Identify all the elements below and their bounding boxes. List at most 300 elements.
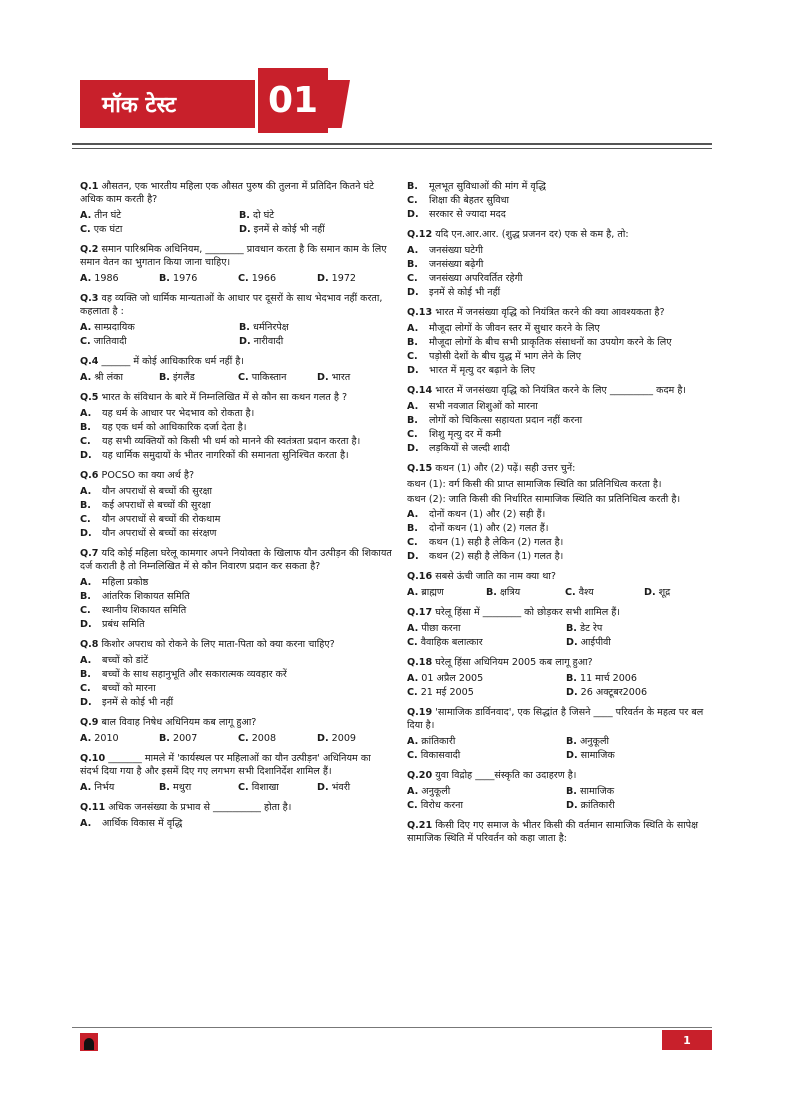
option — [80, 668, 392, 681]
option-text: अनुकूली — [421, 786, 451, 797]
option-letter: C. — [80, 514, 91, 525]
options-row — [80, 732, 392, 745]
statement-text: कथन (2): जाति किसी की निर्धारित सामाजिक स्थिति का प्रतिनिधित्व करती है। — [407, 494, 681, 505]
question-number: Q.15 — [407, 463, 433, 474]
option-text: एक घंटा — [93, 224, 123, 235]
option-text: कथन (2) सही है लेकिन (1) गलत है। — [429, 551, 564, 562]
option — [407, 350, 719, 363]
option-text: सामाजिक — [580, 750, 615, 761]
question-body: वह व्यक्ति जो धार्मिक मान्यताओं के आधार पर दूसरों के साथ भेदभाव नहीं करता, कहलाता है : — [80, 293, 383, 317]
option-letter: A. — [80, 372, 92, 383]
option-text: ब्राह्मण — [421, 587, 444, 598]
option-letter: B. — [407, 181, 418, 192]
option-text: इनमें से कोई भी नहीं — [253, 224, 325, 235]
question-body: 'सामाजिक डार्विनवाद', एक सिद्धांत है जिसने ____ परिवर्तन के महत्व पर बल दिया है। — [407, 707, 704, 731]
option — [565, 586, 640, 599]
option-text: शिक्षा की बेहतर सुविधा — [429, 195, 510, 206]
question-body: अधिक जनसंख्या के प्रभाव से __________ होता है। — [108, 802, 292, 813]
option-text: इंगलैंड — [172, 372, 195, 383]
question-number: Q.11 — [80, 802, 106, 813]
option — [80, 618, 392, 631]
question-item — [407, 306, 719, 377]
option-letter: B. — [80, 669, 91, 680]
question-number: Q.14 — [407, 385, 433, 396]
option-letter: A. — [80, 733, 92, 744]
question-item — [407, 228, 719, 299]
option — [238, 732, 313, 745]
option-text: नारीवादी — [253, 336, 284, 347]
option — [407, 586, 482, 599]
option-text: 21 मई 2005 — [420, 687, 474, 698]
question-item — [407, 384, 719, 455]
option-text: पड़ोसी देशों के बीच युद्ध में भाग लेने के लिए — [429, 351, 582, 362]
option-letter: B. — [159, 372, 170, 383]
option-text: धर्मनिरपेक्ष — [252, 322, 289, 333]
option — [407, 364, 719, 377]
question-body: युवा विद्रोह ____संस्कृति का उदाहरण है। — [435, 770, 577, 781]
option-letter: B. — [407, 337, 418, 348]
option-text: 1972 — [331, 273, 357, 284]
option-text: महिला प्रकोष्ठ — [102, 577, 149, 588]
option — [407, 799, 560, 812]
question-text — [80, 180, 392, 206]
option — [80, 335, 233, 348]
option-letter: D. — [566, 800, 578, 811]
question-number: Q.9 — [80, 717, 99, 728]
question-body: _______ मामले में 'कार्यस्थल पर महिलाओं का यौन उत्पीड़न' अधिनियम का संदर्भ दिया गया है और इसमें दिए गए लगभग सभी दिशानिर्देश शामिल हैं। — [80, 753, 371, 777]
option-text: भारत में मृत्यु दर बढ़ाने के लिए — [429, 365, 536, 376]
option-text: आईपीवी — [580, 637, 611, 648]
option-text: 2007 — [172, 733, 198, 744]
option-text: भारत — [331, 372, 351, 383]
option-text: दोनों कथन (1) और (2) गलत हैं। — [429, 523, 549, 534]
question-number: Q.4 — [80, 356, 99, 367]
option — [80, 696, 392, 709]
option-letter: C. — [407, 273, 418, 284]
option-text: लड़कियों से जल्दी शादी — [429, 443, 510, 454]
question-body: घरेलू हिंसा में ________ को छोड़कर सभी शामिल हैं। — [435, 607, 621, 618]
test-title: मॉक टेस्ट — [102, 93, 177, 118]
option-text: 26 अक्टूबर2006 — [580, 687, 648, 698]
option-text: 2009 — [331, 733, 357, 744]
option-letter: D. — [80, 619, 92, 630]
option-text: भंवरी — [331, 782, 351, 793]
question-text — [407, 769, 719, 782]
option — [407, 735, 560, 748]
question-item — [407, 606, 719, 649]
question-text — [407, 706, 719, 732]
option — [238, 272, 313, 285]
question-body: बाल विवाह निषेध अधिनियम कब लागू हुआ? — [101, 717, 257, 728]
option — [407, 536, 719, 549]
option-letter: A. — [407, 509, 419, 520]
option-letter: C. — [238, 273, 249, 284]
options-grid — [407, 735, 719, 762]
option-letter: C. — [80, 683, 91, 694]
option-letter: D. — [317, 273, 329, 284]
option — [407, 258, 719, 271]
option-letter: C. — [80, 605, 91, 616]
option — [317, 371, 392, 384]
option-text: आंतरिक शिकायत समिति — [102, 591, 190, 602]
option — [407, 622, 560, 635]
question-number: Q.18 — [407, 657, 433, 668]
option-text: 1986 — [94, 273, 119, 284]
options-list — [407, 244, 719, 299]
options-list — [80, 576, 392, 631]
option-text: 1966 — [251, 273, 277, 284]
option — [407, 785, 560, 798]
option-text: बच्चों को मारना — [102, 683, 156, 694]
question-text — [80, 801, 392, 814]
option-text: सभी नवजात शिशुओं को मारना — [429, 401, 538, 412]
options-row — [407, 586, 719, 599]
option-text: लोगों को चिकित्सा सहायता प्रदान नहीं करना — [429, 415, 583, 426]
question-text — [80, 391, 392, 404]
options-list — [80, 485, 392, 540]
question-number: Q.19 — [407, 707, 433, 718]
question-body: भारत में जनसंख्या वृद्धि को नियंत्रित करने के लिए _________ कदम है। — [435, 385, 687, 396]
question-body: सबसे ऊंची जाति का नाम क्या था? — [435, 571, 556, 582]
option — [239, 223, 392, 236]
option — [159, 371, 234, 384]
option-text: यह धर्म के आधार पर भेदभाव को रोकता है। — [102, 408, 255, 419]
option-text: मौजूदा लोगों के जीवन स्तर में सुधार करने के लिए — [429, 323, 600, 334]
option-letter: B. — [407, 523, 418, 534]
options-grid — [407, 785, 719, 812]
option-letter: D. — [80, 697, 92, 708]
option — [317, 781, 392, 794]
option-letter: D. — [239, 224, 251, 235]
option-text: पीछा करना — [421, 623, 461, 634]
option-letter: A. — [80, 273, 92, 284]
option-letter: D. — [317, 782, 329, 793]
question-number: Q.21 — [407, 820, 433, 831]
option — [80, 371, 155, 384]
option — [159, 781, 234, 794]
question-item — [407, 180, 719, 221]
option — [80, 321, 233, 334]
option-letter: B. — [239, 210, 250, 221]
question-body: कथन (1) और (2) पढ़ें। सही उत्तर चुनें: — [435, 463, 576, 474]
option — [80, 817, 392, 830]
option — [317, 272, 392, 285]
left-column — [80, 180, 392, 837]
question-text — [407, 570, 719, 583]
options-list — [407, 400, 719, 455]
option-letter: D. — [566, 687, 578, 698]
option-text: विरोध करना — [420, 800, 463, 811]
option-letter: C. — [407, 687, 418, 698]
test-number-badge — [255, 68, 328, 133]
question-body: भारत में जनसंख्या वृद्धि को नियंत्रित करने की क्या आवश्यकता है? — [435, 307, 665, 318]
option-letter: B. — [159, 273, 170, 284]
question-number: Q.2 — [80, 244, 99, 255]
option — [80, 485, 392, 498]
question-body: किशोर अपराध को रोकने के लिए माता-पिता को क्या करना चाहिए? — [101, 639, 335, 650]
options-list — [407, 508, 719, 563]
question-item — [407, 706, 719, 762]
option-letter: C. — [565, 587, 576, 598]
question-number: Q.13 — [407, 307, 433, 318]
option — [644, 586, 719, 599]
option — [80, 209, 233, 222]
option-letter: D. — [407, 551, 419, 562]
option — [80, 421, 392, 434]
page-number: 1 — [662, 1030, 712, 1050]
option-text: विशाखा — [251, 782, 279, 793]
question-number: Q.12 — [407, 229, 433, 240]
option-letter: A. — [80, 408, 92, 419]
option-text: यौन अपराधों से बच्चों की सुरक्षा — [102, 486, 212, 497]
option-text: शूद्र — [658, 587, 671, 598]
option-letter: D. — [407, 443, 419, 454]
option-letter: C. — [407, 195, 418, 206]
question-number: Q.17 — [407, 607, 433, 618]
option-text: वैवाहिक बलात्कार — [420, 637, 483, 648]
option-letter: C. — [407, 351, 418, 362]
option-letter: B. — [80, 500, 91, 511]
question-text — [80, 355, 392, 368]
option — [566, 799, 719, 812]
option-letter: A. — [407, 401, 419, 412]
option-letter: B. — [159, 782, 170, 793]
option-text: जातिवादी — [93, 336, 127, 347]
option-text: वैश्य — [578, 587, 594, 598]
statement-text: कथन (1): वर्ग किसी की प्राप्त सामाजिक स्थिति का प्रतिनिधित्व करता है। — [407, 479, 662, 490]
option — [80, 513, 392, 526]
option-letter: B. — [486, 587, 497, 598]
option-letter: A. — [407, 623, 419, 634]
header-divider — [72, 143, 712, 145]
option-text: इनमें से कोई भी नहीं — [102, 697, 174, 708]
question-text — [80, 469, 392, 482]
option — [566, 735, 719, 748]
options-list — [80, 407, 392, 462]
question-body: घरेलू हिंसा अधिनियम 2005 कब लागू हुआ? — [435, 657, 593, 668]
question-item — [80, 292, 392, 348]
options-list — [80, 654, 392, 709]
option-text: 11 मार्च 2006 — [579, 673, 638, 684]
option-letter: A. — [407, 736, 419, 747]
option-text: जनसंख्या अपरिवर्तित रहेगी — [429, 273, 523, 284]
option — [239, 335, 392, 348]
options-list — [80, 817, 392, 830]
option — [407, 428, 719, 441]
option-text: डेट रेप — [579, 623, 603, 634]
option — [566, 672, 719, 685]
option-text: स्थानीय शिकायत समिति — [102, 605, 187, 616]
option-text: यौन अपराधों से बच्चों की रोकथाम — [102, 514, 221, 525]
question-text — [407, 606, 719, 619]
option-letter: A. — [407, 587, 419, 598]
option — [317, 732, 392, 745]
option-text: 1976 — [172, 273, 198, 284]
question-body: यदि कोई महिला घरेलू कामगार अपने नियोक्ता के खिलाफ यौन उत्पीड़न की शिकायत दर्ज कराती है तो निम्नलिखित में से कौन निवारण प्रदान कर सकता है? — [80, 548, 392, 572]
question-item — [407, 462, 719, 563]
option-letter: B. — [566, 736, 577, 747]
header-divider-thin — [72, 148, 712, 149]
option — [407, 636, 560, 649]
option-letter: A. — [80, 782, 92, 793]
option-text: इनमें से कोई भी नहीं — [429, 287, 501, 298]
option — [566, 636, 719, 649]
option — [407, 550, 719, 563]
option-text: बच्चों के साथ सहानुभूति और सकारात्मक व्यवहार करें — [102, 669, 287, 680]
question-item — [407, 819, 719, 845]
question-body: समान पारिश्रमिक अधिनियम, ________ प्रावधान करता है कि समान काम के लिए समान वेतन का भुगतान किया जाना चाहिए। — [80, 244, 387, 268]
question-number: Q.8 — [80, 639, 99, 650]
question-text — [407, 656, 719, 669]
option — [238, 781, 313, 794]
option-letter: A. — [407, 673, 419, 684]
option-letter: A. — [80, 486, 92, 497]
option-text: दोनों कथन (1) और (2) सही हैं। — [429, 509, 546, 520]
question-body: औसतन, एक भारतीय महिला एक औसत पुरुष की तुलना में प्रतिदिन कितने घंटे अधिक काम करती है? — [80, 181, 374, 205]
question-text — [407, 384, 719, 397]
option — [80, 590, 392, 603]
question-item — [80, 469, 392, 540]
question-item — [407, 570, 719, 599]
question-text — [407, 819, 719, 845]
option-letter: C. — [80, 336, 91, 347]
option — [407, 400, 719, 413]
option — [407, 336, 719, 349]
options-list — [407, 180, 719, 221]
option-text: यह एक धर्म को आधिकारिक दर्जा देता है। — [102, 422, 247, 433]
options-list — [407, 322, 719, 377]
option-letter: D. — [80, 450, 92, 461]
option — [407, 286, 719, 299]
option-text: बच्चों को डांटें — [102, 655, 149, 666]
option-letter: A. — [80, 655, 92, 666]
option-letter: A. — [80, 577, 92, 588]
option — [407, 442, 719, 455]
option — [407, 244, 719, 257]
question-number: Q.7 — [80, 548, 99, 559]
option-text: सामाजिक — [579, 786, 615, 797]
option-text: 2010 — [94, 733, 119, 744]
option-letter: D. — [566, 637, 578, 648]
option — [80, 499, 392, 512]
question-body: भारत के संविधान के बारे में निम्नलिखित में से कौन सा कथन गलत है ? — [101, 392, 348, 403]
option-letter: B. — [407, 415, 418, 426]
question-text — [80, 716, 392, 729]
option — [566, 785, 719, 798]
option-letter: A. — [80, 210, 92, 221]
option-text: कई अपराधों से बच्चों की सुरक्षा — [102, 500, 211, 511]
option — [407, 414, 719, 427]
option-text: निर्भय — [94, 782, 115, 793]
option-letter: B. — [159, 733, 170, 744]
option — [566, 749, 719, 762]
option — [80, 604, 392, 617]
option — [407, 522, 719, 535]
option — [239, 321, 392, 334]
option-letter: C. — [407, 637, 418, 648]
option-letter: C. — [407, 800, 418, 811]
option-text: दो घंटे — [252, 210, 275, 221]
option-letter: C. — [407, 537, 418, 548]
question-text — [80, 292, 392, 318]
question-text — [80, 243, 392, 269]
option-letter: B. — [80, 591, 91, 602]
options-grid — [407, 622, 719, 649]
options-row — [80, 371, 392, 384]
option-text: यह सभी व्यक्तियों को किसी भी धर्म को मानने की स्वतंत्रता प्रदान करता है। — [102, 436, 361, 447]
options-grid — [407, 672, 719, 699]
option — [80, 781, 155, 794]
option — [80, 272, 155, 285]
option — [80, 682, 392, 695]
option-text: क्षत्रिय — [499, 587, 521, 598]
question-number: Q.20 — [407, 770, 433, 781]
option-letter: B. — [566, 623, 577, 634]
question-item — [80, 752, 392, 794]
option-text: श्री लंका — [94, 372, 123, 383]
option-text: मथुरा — [172, 782, 192, 793]
option — [159, 272, 234, 285]
question-body: POCSO का क्या अर्थ है? — [101, 470, 195, 481]
option-letter: D. — [317, 733, 329, 744]
option — [80, 576, 392, 589]
option-letter: A. — [80, 818, 92, 829]
option — [80, 449, 392, 462]
option — [407, 749, 560, 762]
option-letter: C. — [407, 429, 418, 440]
option — [80, 732, 155, 745]
option — [407, 686, 560, 699]
option — [407, 272, 719, 285]
question-number: Q.1 — [80, 181, 99, 192]
option — [80, 435, 392, 448]
option — [407, 208, 719, 221]
question-item — [407, 769, 719, 812]
question-text — [407, 306, 719, 319]
publisher-logo-icon — [80, 1033, 98, 1051]
option — [238, 371, 313, 384]
options-grid — [80, 209, 392, 236]
question-text — [80, 638, 392, 651]
question-text — [80, 547, 392, 573]
option-text: आर्थिक विकास में वृद्धि — [102, 818, 183, 829]
option-text: कथन (1) सही है लेकिन (2) गलत है। — [429, 537, 564, 548]
option — [80, 407, 392, 420]
question-body: ______ में कोई आधिकारिक धर्म नहीं है। — [101, 356, 245, 367]
options-row — [80, 781, 392, 794]
question-number: Q.3 — [80, 293, 99, 304]
question-number: Q.10 — [80, 753, 106, 764]
question-text — [407, 228, 719, 241]
option-letter: D. — [407, 209, 419, 220]
option-letter: B. — [80, 422, 91, 433]
question-body: यदि एन.आर.आर. (शुद्ध प्रजनन दर) एक से कम है, तो: — [435, 229, 629, 240]
question-item — [407, 656, 719, 699]
option — [239, 209, 392, 222]
option-text: क्रांतिकारी — [421, 736, 456, 747]
option — [80, 527, 392, 540]
question-number: Q.16 — [407, 571, 433, 582]
option-letter: D. — [317, 372, 329, 383]
option — [566, 622, 719, 635]
options-row — [80, 272, 392, 285]
question-item — [80, 547, 392, 631]
question-item — [80, 638, 392, 709]
option — [407, 180, 719, 193]
option-letter: C. — [238, 372, 249, 383]
question-number: Q.5 — [80, 392, 99, 403]
right-column — [407, 180, 719, 852]
